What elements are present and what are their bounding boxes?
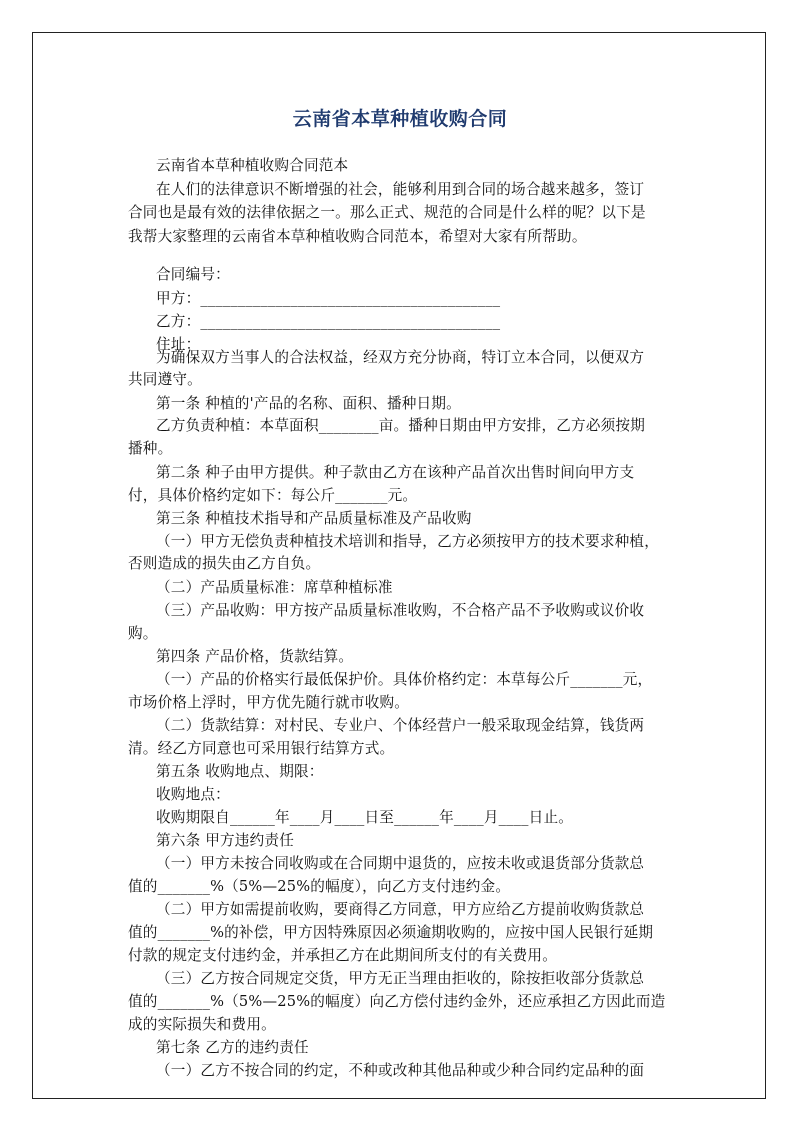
article-heading: 第三条 种植技术指导和产品质量标准及产品收购 bbox=[156, 510, 472, 527]
paragraph-line: （二）甲方如需提前收购，要商得乙方同意，甲方应给乙方提前收购货款总 bbox=[156, 901, 645, 918]
paragraph-line: 为确保双方当事人的合法权益，经双方充分协商，特订立本合同，以便双方 bbox=[156, 349, 645, 366]
paragraph-line: 值的_______%的补偿，甲方因特殊原因必须逾期收购的，应按中国人民银行延期 bbox=[128, 924, 654, 941]
paragraph-line: 市场价格上浮时，甲方优先随行就市收购。 bbox=[128, 694, 410, 711]
paragraph-line: （三）乙方按合同规定交货，甲方无正当理由拒收的，除按拒收部分货款总 bbox=[156, 970, 645, 987]
paragraph-line: （一）甲方无偿负责种植技术培训和指导，乙方必须按甲方的技术要求种植， bbox=[156, 533, 659, 550]
document-title: 云南省本草种植收购合同 bbox=[292, 108, 508, 130]
paragraph-line: 值的_______%（5%—25%的幅度），向乙方支付违约金。 bbox=[128, 878, 511, 895]
paragraph-line: 否则造成的损失由乙方自负。 bbox=[128, 555, 321, 572]
intro-line: 在人们的法律意识不断增强的社会，能够利用到合同的场合越来越多，签订 bbox=[156, 181, 645, 198]
paragraph-line: （一）产品的价格实行最低保护价。具体价格约定：本草每公斤_______元， bbox=[156, 671, 653, 688]
paragraph-line: 成的实际损失和费用。 bbox=[128, 1016, 276, 1033]
intro-line: 合同也是最有效的法律依据之一。那么正式、规范的合同是什么样的呢？以下是 bbox=[128, 204, 646, 221]
paragraph-line: 共同遵守。 bbox=[128, 371, 202, 388]
paragraph-line: （一）甲方未按合同收购或在合同期中退货的，应按未收或退货部分货款总 bbox=[156, 855, 645, 872]
article-heading: 第四条 产品价格，货款结算。 bbox=[156, 648, 354, 665]
paragraph-line: （一）乙方不按合同的约定，不种或改种其他品种或少种合同约定品种的面 bbox=[156, 1062, 645, 1079]
article-heading: 第二条 种子由甲方提供。种子款由乙方在该种产品首次出售时间向甲方支 bbox=[156, 464, 635, 481]
article-heading: 第五条 收购地点、期限： bbox=[156, 763, 324, 780]
paragraph-line: 购。 bbox=[128, 625, 158, 642]
article-heading: 第六条 甲方违约责任 bbox=[156, 832, 294, 849]
paragraph-line: 乙方负责种植：本草面积________亩。播种日期由甲方安排，乙方必须按期 bbox=[156, 417, 645, 434]
paragraph-line: （二）货款结算：对村民、专业户、个体经营户一般采取现金结算，钱货两 bbox=[156, 717, 645, 734]
paragraph-line: 收购期限自______年____月____日至______年____月____日止。 bbox=[156, 809, 574, 826]
party-b-field: 乙方：________________________________________ bbox=[156, 313, 501, 330]
paragraph-line: 付款的规定支付违约金，并承担乙方在此期间所支付的有关费用。 bbox=[128, 947, 558, 964]
paragraph-line: （三）产品收购：甲方按产品质量标准收购，不合格产品不予收购或议价收 bbox=[156, 602, 645, 619]
paragraph-line: 值的_______%（5%—25%的幅度）向乙方偿付违约金外，还应承担乙方因此而造 bbox=[128, 993, 666, 1010]
paragraph-line: 播种。 bbox=[128, 440, 173, 457]
subtitle-line: 云南省本草种植收购合同范本 bbox=[156, 157, 349, 174]
paragraph-line: 清。经乙方同意也可采用银行结算方式。 bbox=[128, 740, 395, 757]
paragraph-line: 付，具体价格约定如下：每公斤_______元。 bbox=[128, 487, 418, 504]
contract-number-field: 合同编号： bbox=[156, 266, 230, 283]
article-heading: 第七条 乙方的违约责任 bbox=[156, 1039, 309, 1056]
paragraph-line: 收购地点： bbox=[156, 786, 230, 803]
address-field: 住址： bbox=[156, 336, 201, 353]
paragraph-line: （二）产品质量标准：席草种植标准 bbox=[156, 579, 393, 596]
party-a-field: 甲方：________________________________________ bbox=[156, 290, 501, 307]
article-heading: 第一条 种植的'产品的名称、面积、播种日期。 bbox=[156, 395, 461, 412]
intro-line: 我帮大家整理的云南省本草种植收购合同范本，希望对大家有所帮助。 bbox=[128, 228, 587, 245]
